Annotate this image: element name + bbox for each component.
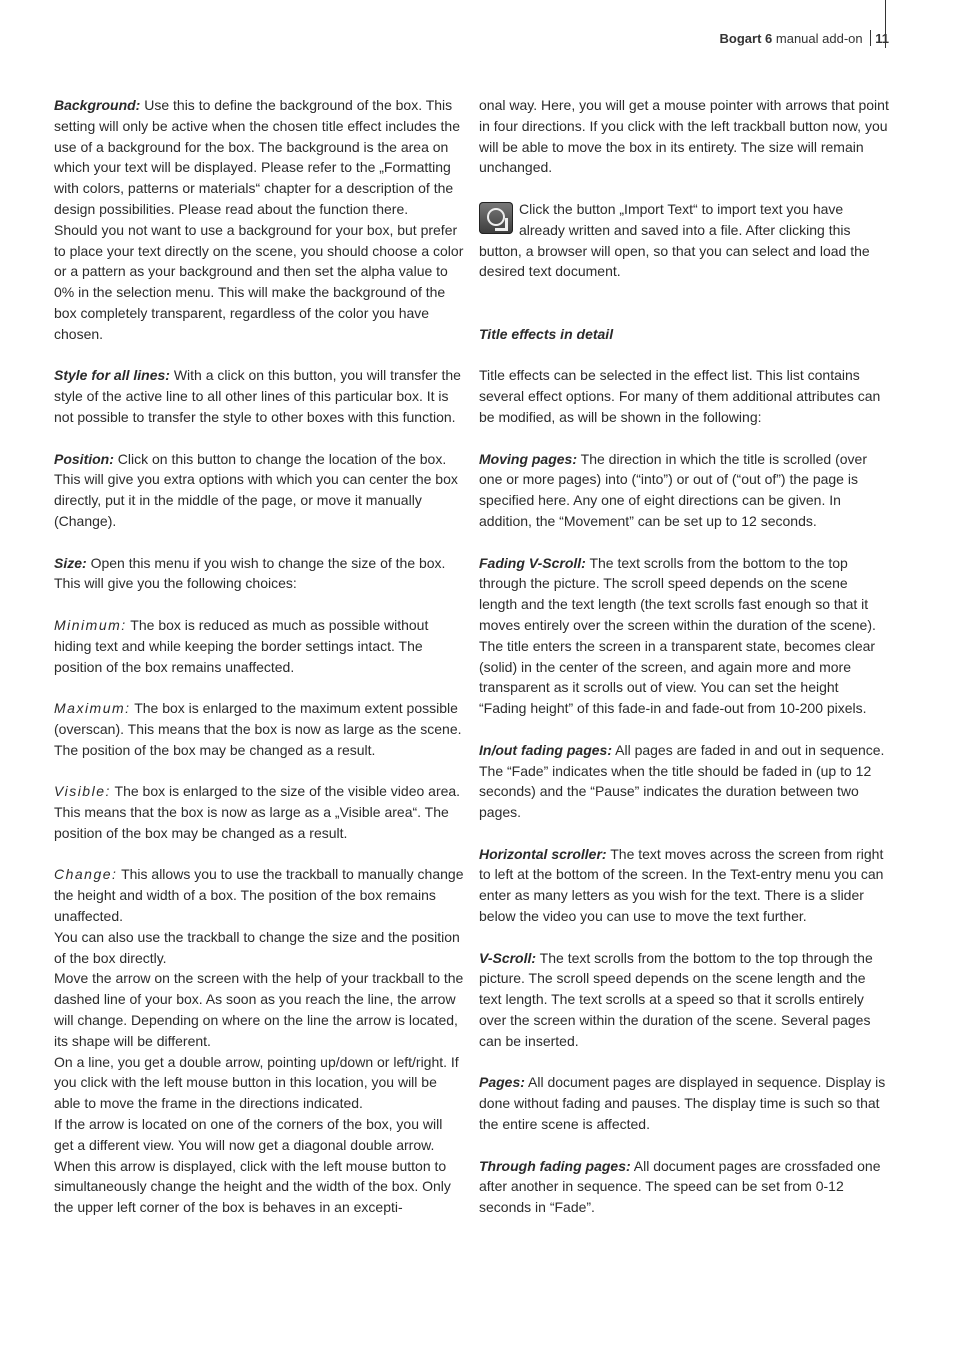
term-maximum: Maximum:	[54, 700, 131, 717]
text-inout: All pages are faded in and out in sequence. The “Fade” indicates when the title should be faded in (up to 12 seconds) and the “Pause” indicates the duration between two pages.	[479, 741, 885, 821]
text-visible: The box is enlarged to the size of the visible video area. This means that the box is now as large as a „Visible area“. The position of the box may be changed as a result.	[54, 783, 461, 841]
paragraph-through	[479, 1156, 889, 1218]
term-size: Size:	[54, 554, 87, 571]
paragraph-size	[54, 553, 464, 595]
text-import: Click the button „Import Text“ to import text you have already written and saved into a file. After clicking this button, a browser will open, so that you can select and load the desired text document.	[479, 200, 870, 280]
term-position: Position:	[54, 450, 114, 467]
term-minimum: Minimum:	[54, 616, 127, 633]
term-background: Background:	[54, 97, 141, 113]
paragraph-maximum	[54, 698, 464, 760]
paragraph-import	[479, 199, 889, 282]
paragraph-position	[54, 449, 464, 532]
paragraph-style	[54, 365, 464, 427]
text-vscroll: The text scrolls from the bottom to the top through the picture. The scroll speed depends on the scene length and the text length. The text scrolls at a speed so that it scrolls entirely over the screen within the duration of the scene. Several pages can be inserted.	[479, 949, 873, 1049]
product-name: Bogart 6	[719, 31, 773, 46]
text-minimum: The box is reduced as much as possible without hiding text and while keeping the border settings intact. The position of the box remains unaffected.	[54, 616, 429, 675]
page-header	[720, 30, 889, 46]
paragraph-change-4: On a line, you get a double arrow, pointing up/down or left/right. If you click with the left mouse button in this location, you will be able to move the frame in the directions indicated.	[54, 1053, 459, 1112]
text-position: Click on this button to change the location of the box. This will give you extra options with which you can center the box directly, put it in the middle of the page, or move it manually (Change).	[54, 450, 458, 529]
term-moving: Moving pages:	[479, 450, 578, 467]
paragraph-intro: Title effects can be selected in the effect list. This list contains several effect options. For many of them additional attributes can be modified, as will be shown in the following:	[479, 367, 881, 425]
paragraph-fading-v	[479, 553, 889, 719]
header-separator	[870, 30, 871, 46]
paragraph-horizontal	[479, 844, 889, 927]
paragraph-visible	[54, 781, 464, 843]
paragraph-background	[54, 95, 464, 220]
paragraph-change-3: Move the arrow on the screen with the help of your trackball to the dashed line of your box. As soon as you reach the line, the arrow will change. Depending on where on the line the arrow is located, its shape will be different.	[54, 970, 464, 1049]
text-moving: The direction in which the title is scrolled (over one or more pages) into (“into”) or out of (“out of”) the page is specified here. Any one of eight directions can be given. In addition, the “Movement” can be set up to 12 seconds.	[479, 450, 867, 529]
right-column	[479, 95, 889, 1239]
paragraph-vscroll	[479, 948, 889, 1052]
text-change: This allows you to use the trackball to manually change the height and width of a box. The position of the box remains unaffected.	[54, 866, 464, 925]
term-inout: In/out fading pages:	[479, 741, 612, 758]
paragraph-moving	[479, 449, 889, 532]
section-heading: Title effects in detail	[479, 325, 614, 342]
page-number: 11	[875, 31, 889, 46]
paragraph-change-2: You can also use the trackball to change the size and the position of the box directly.	[54, 928, 460, 966]
text-background: Use this to define the background of the box. This setting will only be active when the chosen title effect includes the use of a background for the box. The background is the area on which your text will be displayed. Please refer to the „Formatting with colors, patterns or materials“ chapter for a description of the design possibilities. Please read about the function there.	[54, 97, 460, 217]
left-column	[54, 95, 464, 1218]
text-style: With a click on this button, you will transfer the style of the active line to all other lines of this particular box. It is not possible to transfer the style to other boxes with this function.	[54, 367, 461, 425]
term-style: Style for all lines:	[54, 367, 170, 384]
header-title: manual add-on	[775, 31, 863, 46]
text-maximum: The box is enlarged to the maximum extent possible (overscan). This means that the box is now as large as the scene. The position of the box may be changed as a result.	[54, 700, 462, 758]
paragraph-change-5: If the arrow is located on one of the corners of the box, you will get a different view. You will now get a diagonal double arrow. When this arrow is displayed, click with the left mouse button to simultaneously change the height and the width of the box. Only the upper left corner of the box is behaves in an excepti-	[54, 1116, 451, 1216]
paragraph-background-2: Should you not want to use a background for your box, but prefer to place your text directly on the scene, you should choose a color or a pattern as your background and then set the alpha value to 0% in the selection menu. This will make the background of the box completely transparent, regardless of the color you have chosen.	[54, 221, 464, 342]
term-vscroll: V-Scroll:	[479, 949, 537, 966]
term-pages: Pages:	[479, 1074, 525, 1091]
text-pages: All document pages are displayed in sequence. Display is done without fading and pauses. The display time is such so that the entire scene is affected.	[479, 1074, 886, 1133]
term-through: Through fading pages:	[479, 1157, 631, 1174]
term-fading-v: Fading V-Scroll:	[479, 554, 586, 571]
text-size: Open this menu if you wish to change the size of the box. This will give you the following choices:	[54, 554, 446, 592]
paragraph-change	[54, 864, 464, 926]
term-change: Change:	[54, 866, 118, 883]
text-horizontal: The text moves across the screen from right to left at the bottom of the screen. In the Text-entry menu you can enter as many letters as you wish for the text. There is a slider below the video you can use to move the text further.	[479, 845, 884, 925]
paragraph-inout	[479, 740, 889, 823]
paragraph-continued: onal way. Here, you will get a mouse pointer with arrows that point in four directions. If you click with the left trackball button now, you will be able to move the box in its entirety. The size will remain unchanged.	[479, 97, 889, 176]
paragraph-pages	[479, 1072, 889, 1134]
text-through: All document pages are crossfaded one after another in sequence. The speed can be set from 0-12 seconds in “Fade”.	[479, 1157, 881, 1216]
term-visible: Visible:	[54, 783, 111, 800]
import-text-icon[interactable]	[479, 202, 513, 234]
paragraph-minimum	[54, 615, 464, 677]
text-fading-v: The text scrolls from the bottom to the top through the picture. The scroll speed depends on the scene length and the text length (the text scrolls fast enough so that it moves entirely over the screen within the duration of the scene). The title enters the screen in a transparent state, becomes clear (solid) in the center of the screen, and again more and more transparent as it scrolls out of view. You can set the height “Fading height” of this fade-in and fade-out from 10-200 pixels.	[479, 554, 876, 717]
term-horizontal: Horizontal scroller:	[479, 845, 607, 862]
